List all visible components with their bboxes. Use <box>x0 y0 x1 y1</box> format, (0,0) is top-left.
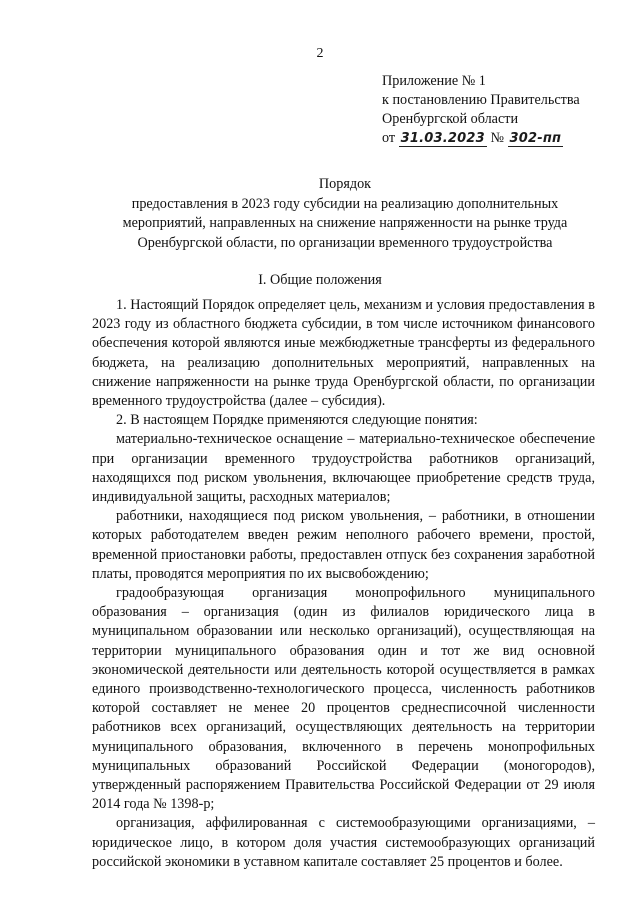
paragraph-1: 1. Настоящий Порядок определяет цель, механизм и условия предоставления в 2023 году из областного бюджета субсидии, в том числе источником финансового обеспечения которой являются иные межбюджетные трансферты из федерального бюджета, на реализацию дополнительных мероприятий, направленных на снижение напряженности на рынке труда Оренбургской области, по организации временного трудоустройства (далее – субсидия). <box>92 297 595 410</box>
number-prefix: № <box>490 130 504 146</box>
page-number: 2 <box>316 46 324 61</box>
paragraph-definition-workers: работники, находящиеся под риском увольнения, – работники, в отношении которых работодателем введен режим неполного рабочего времени, простой, временной приостановки работы, предоставлен отпуск без сохранения заработной платы, проводятся мероприятия по их высвобождению; <box>92 508 595 582</box>
appendix-region: Оренбургской области <box>382 111 519 127</box>
section-heading: I. Общие положения <box>258 272 382 288</box>
document-body <box>92 296 595 872</box>
appendix-title: Приложение № 1 <box>382 73 486 89</box>
paragraph-definition-affiliated: организация, аффилированная с системообразующими организациями, – юридическое лицо, в котором доля участия системообразующих организаций российской экономики в уставном капитале составляет 25 процентов и более. <box>92 815 595 870</box>
paragraph-2: 2. В настоящем Порядке применяются следующие понятия: <box>116 412 478 429</box>
document-title <box>95 175 595 253</box>
title-heading: Порядок <box>318 176 372 192</box>
handwritten-number: 302-пп <box>509 131 562 146</box>
paragraph-definition-city-forming: градообразующая организация монопрофильного муниципального образования – организация (один из филиалов юридического лица в муниципальном образовании или несколько организаций), осуществляющая на территории муниципального образования один и тот же вид основной экономической деятельности или деятельность которой осуществляется в рамках единого производственно-технологического процесса, численность работников которой составляет не менее 20 процентов среднесписочной численности работников всех организаций, осуществляющих деятельность на территории муниципального образования, включенного в перечень монопрофильных муниципальных образований Российской Федерации (моногородов), утвержденный распоряжением Правительства Российской Федерации от 29 июля 2014 года № 1398-р; <box>92 585 595 813</box>
paragraph-definition-equipment: материально-техническое оснащение – материально-техническое обеспечение при организации временного трудоустройства работников организаций, находящихся под риском увольнения, включающее приобретение средств труда, индивидуальной защиты, расходных материалов; <box>92 431 595 506</box>
title-line-1: предоставления в 2023 году субсидии на реализацию дополнительных <box>131 195 559 212</box>
title-line-2: мероприятий, направленных на снижение напряженности на рынке труда <box>122 215 568 231</box>
appendix-date-line <box>382 129 580 148</box>
handwritten-date: 31.03.2023 <box>400 131 485 146</box>
title-line-3: Оренбургской области, по организации временного трудоустройства <box>137 234 553 251</box>
date-prefix: от <box>382 130 396 146</box>
appendix-header <box>382 72 580 148</box>
appendix-reference: к постановлению Правительства <box>382 92 580 108</box>
